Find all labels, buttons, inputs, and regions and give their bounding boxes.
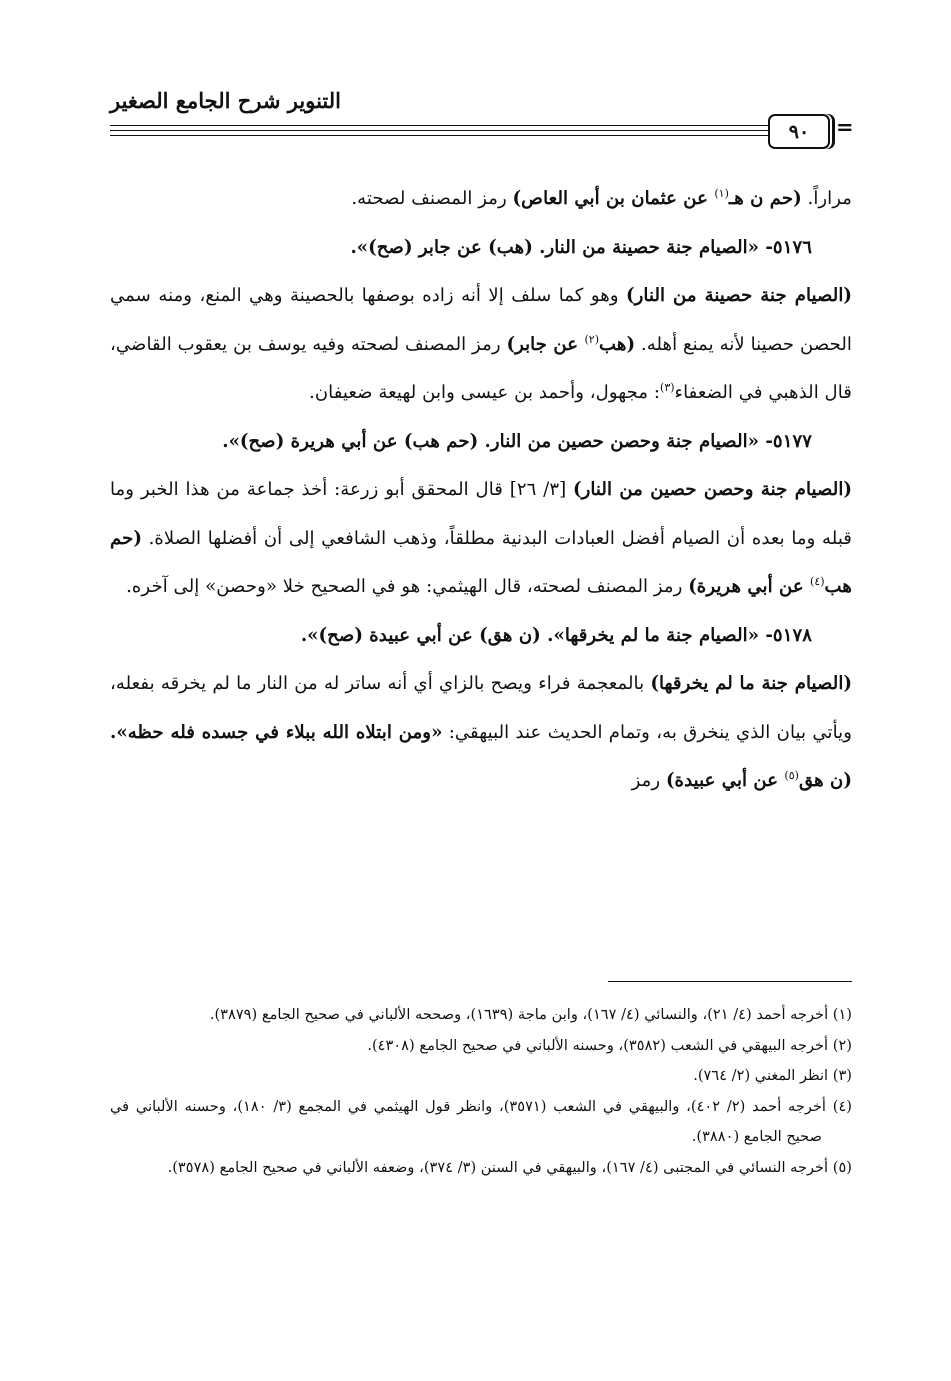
quoted-hadith: (الصيام جنة وحصن حصين من النار) (572, 479, 852, 500)
text-run: رمز المصنف لصحته. (351, 188, 513, 209)
narrator: عن عثمان بن أبي العاص) (512, 188, 715, 209)
book-title: التنوير شرح الجامع الصغير (110, 88, 341, 113)
text-run: وهو كما سلف إلا أنه زاده بوصفها بالحصينة وهي المنع، ومنه سمي الحصن حصينا لأنه يمنع أهله. (110, 285, 852, 355)
text-run: رمز المصنف لصحته وفيه يوسف بن يعقوب القاضي، قال الذهبي في الضعفاء (110, 333, 852, 403)
footnote-ref: (٤) (810, 574, 825, 588)
paragraph (110, 175, 852, 224)
hadith-heading-5178 (110, 612, 852, 661)
footnotes (110, 1000, 852, 1183)
page-number: ٩٠ (788, 120, 810, 143)
paragraph (110, 466, 852, 612)
quoted-hadith: (الصيام جنة حصينة من النار) (626, 285, 852, 306)
text-run: [٣/ ٢٦] قال المحقق أبو زرعة: أخذ جماعة من هذا الخبر وما قبله وما بعده أن الصيام أفضل العبادات البدنية مطلقاً، وذهب الشافعي إلى أن أفضلها الصلاة. (110, 479, 852, 549)
footnote-ref: (٢) (584, 332, 599, 346)
narrator: عن جابر) (506, 333, 585, 355)
header-rule (110, 125, 822, 126)
header-rule (110, 135, 822, 136)
footnote: (٢) أخرجه البيهقي في الشعب (٣٥٨٢)، وحسنه الألباني في صحيح الجامع (٤٣٠٨). (367, 1036, 852, 1054)
paragraph (110, 272, 852, 418)
main-text (110, 175, 852, 806)
source-code: (حم هب (110, 527, 852, 597)
footnote-ref: (١) (714, 186, 729, 200)
page-header (110, 80, 852, 160)
hadith-text: ٥١٧٨- «الصيام جنة ما لم يخرقها». (ن هق) عن أبي عبيدة (صح)». (300, 624, 812, 646)
source-code: (حم ن هـ (728, 188, 802, 209)
narrator: عن أبي هريرة) (688, 576, 811, 597)
hadith-heading-5177 (110, 418, 852, 467)
quoted-hadith: «ومن ابتلاه الله ببلاء في جسده فله حظه». (110, 721, 443, 743)
header-edge-mark: = (836, 114, 854, 139)
page-number-box (768, 114, 830, 149)
footnote: (٣) انظر المغني (٢/ ٧٦٤). (693, 1067, 852, 1084)
footnote: (١) أخرجه أحمد (٤/ ٢١)، والنسائي (٤/ ١٦٧)، وابن ماجة (١٦٣٩)، وصححه الألباني في صحيح الجامع (٣٨٧٩). (209, 1006, 852, 1023)
text-run: مراراً. (801, 188, 852, 209)
narrator: عن أبي عبيدة) (665, 770, 785, 791)
footnote-ref: (٥) (784, 768, 799, 782)
header-rule (110, 130, 822, 131)
text-run: رمز (631, 770, 666, 791)
footnote-separator (608, 981, 852, 982)
hadith-text: ٥١٧٧- «الصيام جنة وحصن حصين من النار. (حم هب) عن أبي هريرة (صح)». (222, 430, 812, 452)
footnote: (٤) أخرجه أحمد (٢/ ٤٠٢)، والبيهقي في الشعب (٣٥٧١)، وانظر قول الهيثمي في المجمع (٣/ ١٨٠)، وحسنه الألباني في صحيح الجامع (٣٨٨٠). (110, 1097, 852, 1145)
text-run: : مجهول، وأحمد بن عيسى وابن لهيعة ضعيفان. (309, 382, 661, 403)
hadith-text: ٥١٧٦- «الصيام جنة حصينة من النار. (هب) عن جابر (صح)». (350, 236, 812, 258)
hadith-heading-5176 (110, 224, 852, 273)
footnote-ref: (٣) (660, 380, 675, 394)
quoted-hadith: (الصيام جنة ما لم يخرقها) (650, 673, 853, 694)
text-run: بالمعجمة فراء ويصح بالزاي أي أنه ساتر له من النار ما لم يخرقه بفعله، ويأتي بيان الذي ينخرق به، وتمام الحديث عند البيهقي: (110, 673, 852, 743)
source-code: (هب (599, 333, 636, 355)
footnote: (٥) أخرجه النسائي في المجتبى (٤/ ١٦٧)، والبيهقي في السنن (٣/ ٣٧٤)، وضعفه الألباني في صحيح الجامع (٣٥٧٨). (167, 1158, 852, 1176)
source-code: (ن هق (798, 770, 852, 791)
text-run: رمز المصنف لصحته، قال الهيثمي: هو في الصحيح خلا «وحصن» إلى آخره. (126, 576, 689, 597)
paragraph (110, 660, 852, 806)
